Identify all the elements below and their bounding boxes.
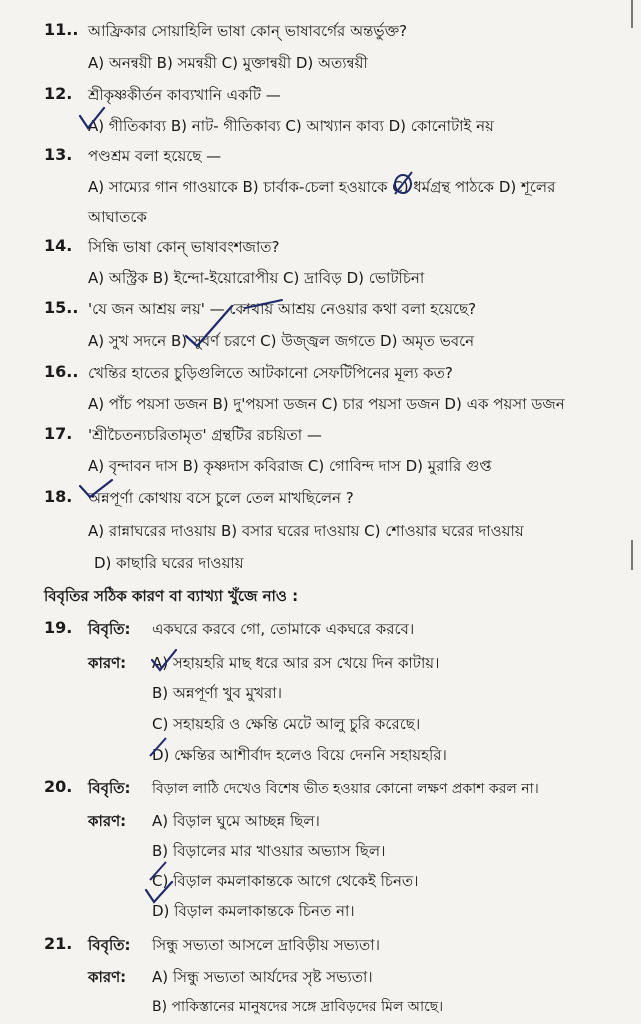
question-16-text: খেন্তির হাতের চুড়িগুলিতে আটকানো সেফটিপিনের মূল্য কত? bbox=[88, 364, 453, 382]
question-11-options: A) অনন্বয়ী B) সমন্বয়ী C) মুক্তান্বয়ী D) অত্যন্বয়ী bbox=[88, 54, 368, 72]
question-17-text: 'শ্রীচৈতন্যচরিতামৃত' গ্রন্থটির রচয়িতা — bbox=[88, 426, 322, 444]
question-20-number: 20. bbox=[44, 777, 73, 796]
question-19-reason-b: B) অন্নপূর্ণা খুব মুখরা। bbox=[152, 684, 282, 702]
question-14-options: A) অস্ট্রিক B) ইন্দো-ইয়োরোপীয় C) দ্রাবিড় D) ভোটচিনা bbox=[88, 269, 425, 287]
question-19-reason-label: কারণ: bbox=[88, 654, 127, 672]
question-19-statement-label: বিবৃতি: bbox=[88, 620, 131, 638]
question-13-number: 13. bbox=[44, 145, 73, 164]
question-16-number: 16.. bbox=[44, 362, 79, 381]
question-19-reason-a: A) সহায়হরি মাছ ধরে আর রস খেয়ে দিন কাটায়। bbox=[152, 654, 440, 672]
question-15-options: A) সুখ সদনে B) সুবর্ণ চরণে C) উজ্জ্বল জগতে D) অমৃত ভবনে bbox=[88, 332, 475, 350]
question-21-number: 21. bbox=[44, 934, 73, 953]
question-19-number: 19. bbox=[44, 618, 73, 637]
question-20-reason-d: D) বিড়াল কমলাকান্তকে চিনত না। bbox=[152, 902, 355, 920]
question-18-options-cont: D) কাছারি ঘরের দাওয়ায় bbox=[94, 554, 244, 572]
question-18-options: A) রান্নাঘরের দাওয়ায় B) বসার ঘরের দাওয়ায় C) শোওয়ার ঘরের দাওয়ায় bbox=[88, 522, 524, 540]
question-19-reason-c: C) সহায়হরি ও ক্ষেন্তি মেটে আলু চুরি করেছে। bbox=[152, 715, 421, 733]
question-20-statement-label: বিবৃতি: bbox=[88, 779, 131, 797]
question-13-text: পণ্ডশ্রম বলা হয়েছে — bbox=[88, 147, 222, 165]
question-17-number: 17. bbox=[44, 424, 73, 443]
question-18-text: অন্নপূর্ণা কোথায় বসে চুলে তেল মাখছিলেন ? bbox=[88, 489, 354, 507]
question-16-options: A) পাঁচ পয়সা ডজন B) দু'পয়সা ডজন C) চার পয়সা ডজন D) এক পয়সা ডজন bbox=[88, 395, 565, 413]
question-20-statement: বিড়াল লাঠি দেখেও বিশেষ ভীত হওয়ার কোনো লক্ষণ প্রকাশ করল না। bbox=[152, 781, 539, 797]
question-21-reason-a: A) সিন্ধু সভ্যতা আর্যদের সৃষ্ট সভ্যতা। bbox=[152, 968, 373, 986]
page-edge-mark-middle bbox=[631, 540, 633, 570]
question-20-reason-label: কারণ: bbox=[88, 812, 127, 830]
question-15-text: 'যে জন আশ্রয় লয়' — কোথায় আশ্রয় নেওয়ার কথা বলা হয়েছে? bbox=[88, 300, 477, 318]
question-21-statement: সিন্ধু সভ্যতা আসলে দ্রাবিড়ীয় সভ্যতা। bbox=[152, 936, 380, 954]
question-19-reason-d: D) ক্ষেন্তির আশীর্বাদ হলেও বিয়ে দেননি সহায়হরি। bbox=[152, 746, 447, 764]
question-13-options: A) সাম্যের গান গাওয়াকে B) চার্বাক-চেলা হওয়াকে C) ধর্মগ্রন্থ পাঠকে D) শূলের bbox=[88, 178, 556, 196]
question-14-number: 14. bbox=[44, 236, 73, 255]
question-20-reason-c: C) বিড়াল কমলাকান্তকে আগে থেকেই চিনত। bbox=[152, 872, 419, 890]
question-20-reason-b: B) বিড়ালের মার খাওয়ার অভ্যাস ছিল। bbox=[152, 842, 386, 860]
question-20-reason-a: A) বিড়াল ঘুমে আচ্ছন্ন ছিল। bbox=[152, 812, 320, 830]
question-21-statement-label: বিবৃতি: bbox=[88, 936, 131, 954]
section-heading: বিবৃতির সঠিক কারণ বা ব্যাখ্যা খুঁজে নাও : bbox=[44, 587, 299, 605]
question-12-text: শ্রীকৃষ্ণকীর্তন কাব্যখানি একটি — bbox=[88, 86, 281, 104]
question-11-text: আফ্রিকার সোয়াহিলি ভাষা কোন্ ভাষাবর্গের অন্তর্ভুক্ত? bbox=[88, 22, 408, 40]
question-14-text: সিন্ধি ভাষা কোন্ ভাষাবংশজাত? bbox=[88, 238, 280, 256]
question-18-number: 18. bbox=[44, 487, 73, 506]
question-17-options: A) বৃন্দাবন দাস B) কৃষ্ণদাস কবিরাজ C) গোবিন্দ দাস D) মুরারি গুপ্ত bbox=[88, 457, 492, 475]
page-edge-mark-top bbox=[631, 0, 633, 28]
question-11-number: 11.. bbox=[44, 20, 79, 39]
question-21-reason-b: B) পাকিস্তানের মানুষদের সঙ্গে দ্রাবিড়দের মিল আছে। bbox=[152, 999, 444, 1015]
question-13-options-cont: আঘাতকে bbox=[88, 208, 147, 226]
question-15-number: 15.. bbox=[44, 298, 79, 317]
question-19-statement: একঘরে করবে গো, তোমাকে একঘরে করবে। bbox=[152, 620, 415, 638]
question-12-options: A) গীতিকাব্য B) নাট- গীতিকাব্য C) আখ্যান কাব্য D) কোনোটাই নয় bbox=[88, 117, 494, 135]
question-12-number: 12. bbox=[44, 84, 73, 103]
question-21-reason-label: কারণ: bbox=[88, 968, 127, 986]
